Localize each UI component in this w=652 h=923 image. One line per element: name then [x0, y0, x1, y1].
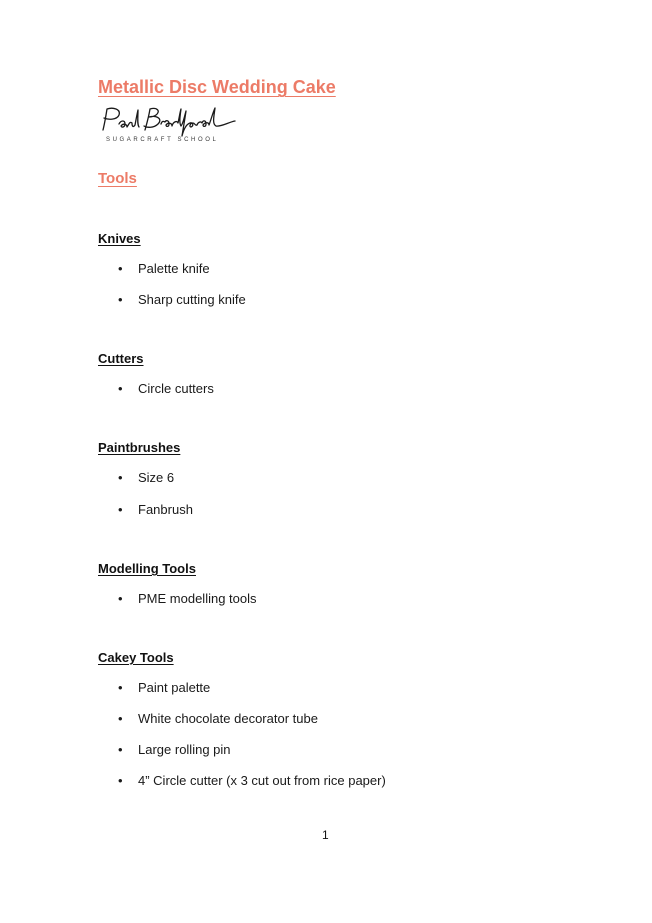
list-item: [118, 773, 386, 788]
group-heading-modelling-tools: Modelling Tools: [98, 561, 196, 576]
list-item-text: Circle cutters: [138, 381, 214, 396]
bullet-icon: •: [118, 591, 123, 606]
bullet-icon: •: [118, 292, 123, 307]
list-item-text: Palette knife: [138, 261, 210, 276]
list-item-text: Sharp cutting knife: [138, 292, 246, 307]
list-item-text: Size 6: [138, 470, 175, 485]
tools-section-title: Tools: [98, 170, 137, 187]
bullet-icon: •: [118, 381, 123, 396]
list-item: [118, 502, 193, 517]
list-item: [118, 711, 318, 726]
bullet-icon: •: [118, 711, 123, 726]
list-item-text: Large rolling pin: [138, 742, 231, 757]
page-number: 1: [322, 828, 329, 842]
bullet-icon: •: [118, 261, 123, 276]
signature-logo-graphic: [99, 106, 239, 140]
list-item: [118, 381, 214, 396]
list-item: [118, 292, 246, 307]
list-item-text: White chocolate decorator tube: [138, 711, 318, 726]
list-item: [118, 470, 174, 485]
list-item: [118, 680, 210, 695]
list-item-text: PME modelling tools: [138, 591, 257, 606]
list-item: [118, 591, 257, 606]
bullet-icon: •: [118, 502, 123, 517]
list-item-text: 4” Circle cutter (x 3 cut out from rice paper): [138, 773, 386, 788]
group-heading-cakey-tools: Cakey Tools: [98, 650, 174, 665]
bullet-icon: •: [118, 773, 123, 788]
document-title: Metallic Disc Wedding Cake: [98, 77, 336, 97]
bullet-icon: •: [118, 470, 123, 485]
group-heading-knives: Knives: [98, 231, 141, 246]
group-heading-paintbrushes: Paintbrushes: [98, 440, 181, 455]
group-heading-cutters: Cutters: [98, 351, 144, 366]
list-item: [118, 261, 210, 276]
list-item-text: Paint palette: [138, 680, 211, 695]
list-item-text: Fanbrush: [138, 502, 193, 517]
bullet-icon: •: [118, 742, 123, 757]
logo-subtitle: SUGARCRAFT SCHOOL: [106, 137, 219, 143]
bullet-icon: •: [118, 680, 123, 695]
list-item: [118, 742, 231, 757]
